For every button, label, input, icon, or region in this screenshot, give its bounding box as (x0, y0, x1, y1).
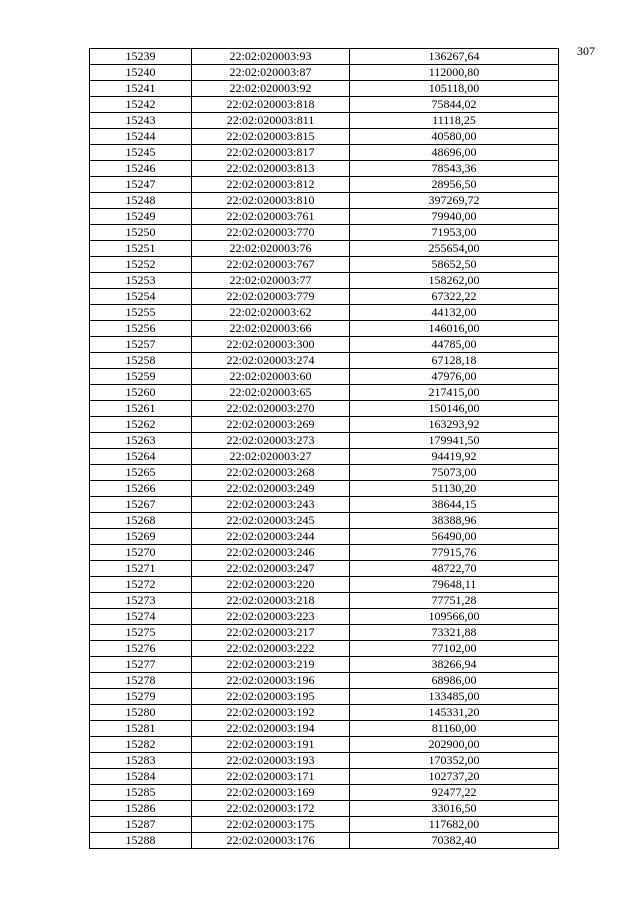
cadastral-number-cell: 22:02:020003:268 (192, 465, 350, 481)
table-row (90, 657, 559, 673)
cadastral-number-cell: 22:02:020003:60 (192, 369, 350, 385)
table-row (90, 513, 559, 529)
row-number-cell: 15256 (90, 321, 192, 337)
table-row (90, 545, 559, 561)
cadastral-number-cell: 22:02:020003:245 (192, 513, 350, 529)
row-number-cell: 15287 (90, 817, 192, 833)
value-cell: 136267,64 (350, 49, 559, 65)
value-cell: 112000,80 (350, 65, 559, 81)
value-cell: 158262,00 (350, 273, 559, 289)
table-row (90, 65, 559, 81)
row-number-cell: 15263 (90, 433, 192, 449)
row-number-cell: 15285 (90, 785, 192, 801)
table-row (90, 481, 559, 497)
table-row (90, 161, 559, 177)
cadastral-number-cell: 22:02:020003:217 (192, 625, 350, 641)
table-row (90, 449, 559, 465)
table-row (90, 225, 559, 241)
cadastral-number-cell: 22:02:020003:818 (192, 97, 350, 113)
row-number-cell: 15264 (90, 449, 192, 465)
value-cell: 146016,00 (350, 321, 559, 337)
value-cell: 73321,88 (350, 625, 559, 641)
value-cell: 40580,00 (350, 129, 559, 145)
value-cell: 117682,00 (350, 817, 559, 833)
table-row (90, 833, 559, 849)
row-number-cell: 15245 (90, 145, 192, 161)
value-cell: 38388,96 (350, 513, 559, 529)
cadastral-table-container (89, 48, 558, 849)
table-row (90, 353, 559, 369)
row-number-cell: 15244 (90, 129, 192, 145)
row-number-cell: 15239 (90, 49, 192, 65)
row-number-cell: 15242 (90, 97, 192, 113)
value-cell: 179941,50 (350, 433, 559, 449)
table-row (90, 769, 559, 785)
cadastral-number-cell: 22:02:020003:76 (192, 241, 350, 257)
table-row (90, 209, 559, 225)
row-number-cell: 15280 (90, 705, 192, 721)
table-row (90, 177, 559, 193)
value-cell: 71953,00 (350, 225, 559, 241)
cadastral-number-cell: 22:02:020003:767 (192, 257, 350, 273)
value-cell: 81160,00 (350, 721, 559, 737)
cadastral-number-cell: 22:02:020003:300 (192, 337, 350, 353)
row-number-cell: 15243 (90, 113, 192, 129)
cadastral-number-cell: 22:02:020003:65 (192, 385, 350, 401)
row-number-cell: 15260 (90, 385, 192, 401)
row-number-cell: 15282 (90, 737, 192, 753)
row-number-cell: 15284 (90, 769, 192, 785)
row-number-cell: 15252 (90, 257, 192, 273)
cadastral-number-cell: 22:02:020003:274 (192, 353, 350, 369)
cadastral-number-cell: 22:02:020003:244 (192, 529, 350, 545)
table-row (90, 817, 559, 833)
row-number-cell: 15258 (90, 353, 192, 369)
value-cell: 109566,00 (350, 609, 559, 625)
table-row (90, 369, 559, 385)
table-row (90, 609, 559, 625)
cadastral-number-cell: 22:02:020003:195 (192, 689, 350, 705)
table-row (90, 801, 559, 817)
cadastral-number-cell: 22:02:020003:811 (192, 113, 350, 129)
cadastral-number-cell: 22:02:020003:194 (192, 721, 350, 737)
row-number-cell: 15259 (90, 369, 192, 385)
value-cell: 102737,20 (350, 769, 559, 785)
row-number-cell: 15273 (90, 593, 192, 609)
cadastral-number-cell: 22:02:020003:220 (192, 577, 350, 593)
row-number-cell: 15262 (90, 417, 192, 433)
table-row (90, 401, 559, 417)
value-cell: 150146,00 (350, 401, 559, 417)
table-row (90, 385, 559, 401)
value-cell: 79940,00 (350, 209, 559, 225)
cadastral-number-cell: 22:02:020003:223 (192, 609, 350, 625)
row-number-cell: 15247 (90, 177, 192, 193)
value-cell: 77751,28 (350, 593, 559, 609)
table-row (90, 113, 559, 129)
cadastral-number-cell: 22:02:020003:222 (192, 641, 350, 657)
cadastral-number-cell: 22:02:020003:191 (192, 737, 350, 753)
row-number-cell: 15261 (90, 401, 192, 417)
cadastral-number-cell: 22:02:020003:817 (192, 145, 350, 161)
value-cell: 44132,00 (350, 305, 559, 321)
row-number-cell: 15249 (90, 209, 192, 225)
cadastral-number-cell: 22:02:020003:87 (192, 65, 350, 81)
value-cell: 58652,50 (350, 257, 559, 273)
cadastral-number-cell: 22:02:020003:66 (192, 321, 350, 337)
cadastral-number-cell: 22:02:020003:247 (192, 561, 350, 577)
cadastral-number-cell: 22:02:020003:273 (192, 433, 350, 449)
value-cell: 38266,94 (350, 657, 559, 673)
cadastral-number-cell: 22:02:020003:812 (192, 177, 350, 193)
row-number-cell: 15255 (90, 305, 192, 321)
row-number-cell: 15265 (90, 465, 192, 481)
cadastral-number-cell: 22:02:020003:93 (192, 49, 350, 65)
row-number-cell: 15286 (90, 801, 192, 817)
value-cell: 48722,70 (350, 561, 559, 577)
cadastral-number-cell: 22:02:020003:169 (192, 785, 350, 801)
value-cell: 47976,00 (350, 369, 559, 385)
value-cell: 133485,00 (350, 689, 559, 705)
table-row (90, 785, 559, 801)
value-cell: 397269,72 (350, 193, 559, 209)
cadastral-number-cell: 22:02:020003:77 (192, 273, 350, 289)
value-cell: 92477,22 (350, 785, 559, 801)
table-row (90, 129, 559, 145)
cadastral-number-cell: 22:02:020003:175 (192, 817, 350, 833)
row-number-cell: 15288 (90, 833, 192, 849)
table-row (90, 593, 559, 609)
value-cell: 202900,00 (350, 737, 559, 753)
value-cell: 11118,25 (350, 113, 559, 129)
value-cell: 75073,00 (350, 465, 559, 481)
row-number-cell: 15267 (90, 497, 192, 513)
table-row (90, 97, 559, 113)
table-row (90, 529, 559, 545)
cadastral-number-cell: 22:02:020003:243 (192, 497, 350, 513)
table-row (90, 145, 559, 161)
table-row (90, 337, 559, 353)
table-row (90, 289, 559, 305)
value-cell: 75844,02 (350, 97, 559, 113)
cadastral-table (89, 48, 559, 849)
row-number-cell: 15276 (90, 641, 192, 657)
table-row (90, 49, 559, 65)
cadastral-number-cell: 22:02:020003:92 (192, 81, 350, 97)
table-row (90, 625, 559, 641)
cadastral-number-cell: 22:02:020003:810 (192, 193, 350, 209)
cadastral-number-cell: 22:02:020003:219 (192, 657, 350, 673)
row-number-cell: 15248 (90, 193, 192, 209)
value-cell: 77102,00 (350, 641, 559, 657)
table-row (90, 81, 559, 97)
table-row (90, 561, 559, 577)
value-cell: 67322,22 (350, 289, 559, 305)
table-row (90, 705, 559, 721)
value-cell: 105118,00 (350, 81, 559, 97)
value-cell: 51130,20 (350, 481, 559, 497)
cadastral-number-cell: 22:02:020003:193 (192, 753, 350, 769)
cadastral-number-cell: 22:02:020003:269 (192, 417, 350, 433)
cadastral-number-cell: 22:02:020003:176 (192, 833, 350, 849)
table-row (90, 433, 559, 449)
cadastral-number-cell: 22:02:020003:218 (192, 593, 350, 609)
value-cell: 33016,50 (350, 801, 559, 817)
cadastral-number-cell: 22:02:020003:270 (192, 401, 350, 417)
table-row (90, 753, 559, 769)
row-number-cell: 15278 (90, 673, 192, 689)
page-number: 307 (577, 44, 595, 58)
cadastral-number-cell: 22:02:020003:815 (192, 129, 350, 145)
cadastral-number-cell: 22:02:020003:171 (192, 769, 350, 785)
table-body (90, 49, 559, 849)
value-cell: 217415,00 (350, 385, 559, 401)
value-cell: 48696,00 (350, 145, 559, 161)
value-cell: 145331,20 (350, 705, 559, 721)
value-cell: 68986,00 (350, 673, 559, 689)
value-cell: 28956,50 (350, 177, 559, 193)
row-number-cell: 15250 (90, 225, 192, 241)
table-row (90, 273, 559, 289)
cadastral-number-cell: 22:02:020003:27 (192, 449, 350, 465)
row-number-cell: 15266 (90, 481, 192, 497)
cadastral-number-cell: 22:02:020003:196 (192, 673, 350, 689)
row-number-cell: 15240 (90, 65, 192, 81)
value-cell: 255654,00 (350, 241, 559, 257)
cadastral-number-cell: 22:02:020003:770 (192, 225, 350, 241)
value-cell: 77915,76 (350, 545, 559, 561)
table-row (90, 321, 559, 337)
row-number-cell: 15271 (90, 561, 192, 577)
value-cell: 70382,40 (350, 833, 559, 849)
value-cell: 163293,92 (350, 417, 559, 433)
table-row (90, 465, 559, 481)
row-number-cell: 15281 (90, 721, 192, 737)
cadastral-number-cell: 22:02:020003:779 (192, 289, 350, 305)
table-row (90, 241, 559, 257)
row-number-cell: 15269 (90, 529, 192, 545)
row-number-cell: 15253 (90, 273, 192, 289)
value-cell: 67128,18 (350, 353, 559, 369)
cadastral-number-cell: 22:02:020003:813 (192, 161, 350, 177)
table-row (90, 497, 559, 513)
row-number-cell: 15274 (90, 609, 192, 625)
cadastral-number-cell: 22:02:020003:249 (192, 481, 350, 497)
table-row (90, 721, 559, 737)
row-number-cell: 15279 (90, 689, 192, 705)
row-number-cell: 15241 (90, 81, 192, 97)
row-number-cell: 15277 (90, 657, 192, 673)
table-row (90, 193, 559, 209)
table-row (90, 737, 559, 753)
cadastral-number-cell: 22:02:020003:246 (192, 545, 350, 561)
value-cell: 94419,92 (350, 449, 559, 465)
table-row (90, 641, 559, 657)
row-number-cell: 15268 (90, 513, 192, 529)
row-number-cell: 15257 (90, 337, 192, 353)
row-number-cell: 15270 (90, 545, 192, 561)
table-row (90, 577, 559, 593)
row-number-cell: 15275 (90, 625, 192, 641)
value-cell: 78543,36 (350, 161, 559, 177)
table-row (90, 305, 559, 321)
row-number-cell: 15283 (90, 753, 192, 769)
value-cell: 44785,00 (350, 337, 559, 353)
value-cell: 38644,15 (350, 497, 559, 513)
table-row (90, 417, 559, 433)
value-cell: 56490,00 (350, 529, 559, 545)
value-cell: 79648,11 (350, 577, 559, 593)
cadastral-number-cell: 22:02:020003:761 (192, 209, 350, 225)
value-cell: 170352,00 (350, 753, 559, 769)
cadastral-number-cell: 22:02:020003:62 (192, 305, 350, 321)
row-number-cell: 15254 (90, 289, 192, 305)
table-row (90, 689, 559, 705)
cadastral-number-cell: 22:02:020003:172 (192, 801, 350, 817)
table-row (90, 257, 559, 273)
row-number-cell: 15272 (90, 577, 192, 593)
cadastral-number-cell: 22:02:020003:192 (192, 705, 350, 721)
table-row (90, 673, 559, 689)
row-number-cell: 15246 (90, 161, 192, 177)
row-number-cell: 15251 (90, 241, 192, 257)
